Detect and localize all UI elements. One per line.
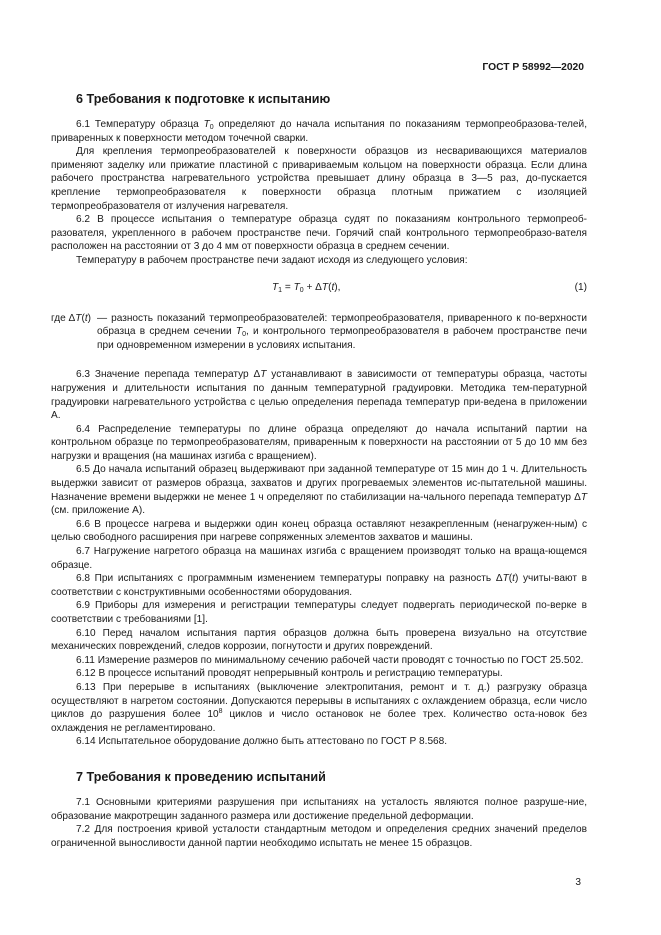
section-7-title: 7 Требования к проведению испытаний [76, 769, 326, 784]
where-lead: где ΔT(t) [51, 312, 92, 324]
paragraph-furnace-temp: Температуру в рабочем пространстве печи задают исходя из следующего условия: [76, 254, 468, 266]
clause-6-7: 6.7 Нагружение нагретого образца на машинах изгиба с вращением производят только на враща-ющемся образце. [51, 546, 587, 571]
clause-6-6: 6.6 В процессе нагрева и выдержки один конец образца оставляют незакрепленным (ненагружен-ным) с целью свободного расширения при нагреве сопряженных элементов захватов и машины. [51, 518, 587, 544]
paragraph-fixing: Для крепления термопреобразователей к поверхности образцов из несваривающихся материалов применяют заделку или прижатие пластиной с привариваемым кольцом на поверхности образца. Если длина рабочего пространства нагревательного устройства превышает длину образца в 3—5 раз, до-пускается крепление термопреобразователя к поверхности образца плотным прижатием с изоляцией термопреобразователя от излучения нагревателя. [51, 146, 587, 212]
clause-6-3: 6.3 Значение перепада температур ΔT устанавливают в зависимости от температуры образца, частоты нагружения и длительности испытания по данным температурной градуировки. Методика тем-пературной градуировки нагревательного устройства с целью определения перепада температур при-ведена в приложении А. [51, 369, 587, 422]
clause-6-9: 6.9 Приборы для измерения и регистрации температуры следует подвергать периодической по-верке в соответствии с требованиями [1]. [51, 600, 587, 625]
document-id-header: ГОСТ Р 58992—2020 [482, 62, 584, 73]
clause-6-8: 6.8 При испытаниях с программным изменением температуры поправку на разность ΔT(t) учиты-вают в соответствии с конструктивными особенностями оборудования. [51, 573, 587, 598]
formula-explanation [51, 312, 587, 353]
clause-6-4: 6.4 Распределение температуры по длине образца определяют до начала испытаний партии на контрольном образце по термопреобразователям, приваренным к поверхности на расстоянии от 5 до 10 мм без нагрузки и вращения (на машинах изгиба с вращением). [51, 423, 587, 462]
clause-7-2: 7.2 Для построения кривой усталости стандартным методом и определения средних значений пределов ограниченной выносливости данной партии необходимо испытать не менее 15 образцов. [51, 824, 587, 849]
clause-6-1: 6.1 Температуру образца $T_0$ определяют до начала испытания по показаниям термопреобразова-телей, приваренных к поверхности методом точечной сварки. [51, 119, 587, 144]
page-number: 3 [575, 877, 581, 888]
section-6-title: 6 Требования к подготовке к испытанию [76, 92, 331, 106]
page-content [51, 91, 587, 850]
formula-expression: $T_1 = T_0 + \Delta T(t)$, [272, 281, 341, 294]
clause-7-1: 7.1 Основными критериями разрушения при испытаниях на усталость являются полное разруше-ние, образование макротрещин заданного размера или достижение предельной деформации. [51, 796, 587, 822]
formula-number: (1) [574, 281, 587, 293]
clause-6-10: 6.10 Перед началом испытания партия образцов должна быть проверена визуально на отсутствие механических повреждений, следов коррозии, погнутости и других повреждений. [51, 627, 587, 653]
where-description: — разность показаний термопреобразователей: термопреобразователя, приваренного к по-верхности образца в среднем сечении $T_0$, и контрольного термопреобразователя в рабочем пространстве печи при одновременном измерении в условиях испытания. [97, 312, 587, 351]
clause-6-5: 6.5 До начала испытаний образец выдерживают при заданной температуре от 15 мин до 1 ч. Длительность выдержки зависит от размеров образца, захватов и других прогреваемых элементов ис-пытательной машины. Назначение времени выдержки не менее 1 ч определяют по стабилизации на-чального перепада температур ΔT (см. приложение А). [51, 464, 587, 517]
clause-6-14: 6.14 Испытательное оборудование должно быть аттестовано по ГОСТ Р 8.568. [76, 736, 448, 748]
clause-6-2: 6.2 В процессе испытания о температуре образца судят по показаниям контрольного термопреоб-разователя, укрепленного в рабочем пространстве печи. Горячий спай контрольного термопреобразо-вателя расположен на расстоянии от 3 до 4 мм от поверхности образца в среднем сечении. [51, 214, 587, 253]
clause-6-13: 6.13 При перерыве в испытаниях (выключение электропитания, ремонт и т. д.) разгрузку образца осуществляют в нагретом состоянии. Допускаются перерывы в испытаниях с охлаждением образца, если число циклов до разрушения более $10^8$ циклов и число остановок не более трех. Количество оста-новок без охлаждения не регламентировано. [51, 681, 587, 734]
clause-6-12: 6.12 В процессе испытаний проводят непрерывный контроль и регистрацию температуры. [76, 668, 503, 680]
clause-6-11: 6.11 Измерение размеров по минимальному сечению рабочей части проводят с точностью по ГОСТ 25.502. [76, 654, 584, 666]
formula-1 [51, 281, 587, 295]
